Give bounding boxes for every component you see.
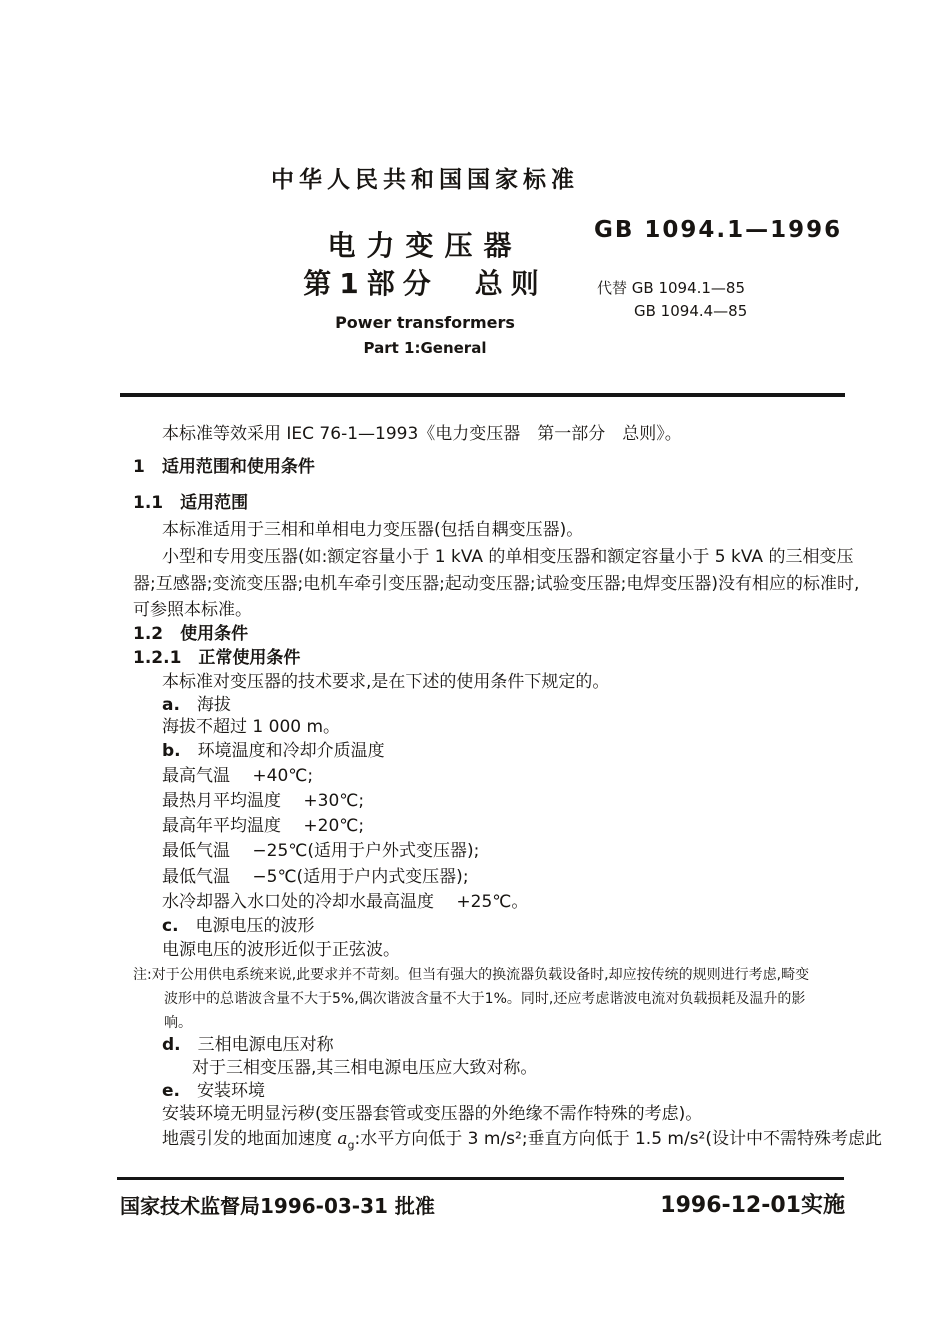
note-line-1: 注:对于公用供电系统来说,此要求并不苛刻。但当有强大的换流器负载设备时,却应按传统的规则进行考虑,畸变	[133, 967, 810, 983]
paragraph-altitude: 海拔不超过 1 000 m。	[162, 717, 341, 737]
standard-number: GB 1094.1—1996	[594, 217, 843, 243]
list-label: 三相电源电压对称	[180, 1035, 334, 1055]
list-letter: b.	[162, 741, 181, 761]
paragraph-scope-2-line3: 可参照本标准。	[133, 600, 252, 620]
paragraph-scope-2-line1: 小型和专用变压器(如:额定容量小于 1 kVA 的单相变压器和额定容量小于 5 kVA 的三相变压	[162, 547, 854, 567]
paragraph-scope-2-line2: 器;互感器;变流变压器;电机车牵引变压器;起动变压器;试验变压器;电焊变压器)没有相应的标准时,	[133, 574, 860, 594]
temp-line-annual-mean: 最高年平均温度 +20℃;	[162, 816, 365, 836]
paragraph-environment: 安装环境无明显污秽(变压器套管或变压器的外绝缘不需作特殊的考虑)。	[162, 1104, 703, 1124]
section-1-heading: 1 适用范围和使用条件	[133, 457, 315, 477]
standard-category-title: 中华人民共和国国家标准	[271, 167, 579, 193]
paragraph-scope-1: 本标准适用于三相和单相电力变压器(包括自耦变压器)。	[162, 520, 584, 540]
list-label: 安装环境	[180, 1081, 265, 1101]
seismic-text-prefix: 地震引发的地面加速度	[162, 1129, 338, 1149]
list-item-d	[162, 1035, 334, 1056]
temp-line-cooling-water: 水冷却器入水口处的冷却水最高温度 +25℃。	[162, 892, 529, 912]
list-label: 环境温度和冷却介质温度	[180, 741, 385, 761]
note-line-2: 波形中的总谐波含量不大于5%,偶次谐波含量不大于1%。同时,还应考虑谐波电流对负载损耗及温升的影	[164, 991, 806, 1007]
temp-line-min-indoor: 最低气温 −5℃(适用于户内式变压器);	[162, 867, 469, 887]
section-1-2-heading: 1.2 使用条件	[133, 624, 249, 644]
temp-line-max-air: 最高气温 +40℃;	[162, 766, 314, 786]
paragraph-symmetry: 对于三相变压器,其三相电源电压应大致对称。	[192, 1058, 538, 1078]
list-letter: e.	[162, 1081, 180, 1101]
implementation-date: 1996-12-01实施	[660, 1193, 845, 1218]
list-item-b	[162, 741, 385, 762]
list-letter: a.	[162, 695, 180, 715]
replaces-standard-2: GB 1094.4—85	[634, 302, 748, 320]
doc-subtitle-en: Part 1:General	[363, 339, 487, 357]
note-line-3: 响。	[164, 1015, 192, 1031]
intro-paragraph: 本标准等效采用 IEC 76-1—1993《电力变压器 第一部分 总则》。	[162, 424, 682, 444]
doc-subtitle-cn: 第1部分 总则	[303, 267, 547, 300]
paragraph-seismic	[162, 1129, 882, 1150]
list-item-a	[162, 695, 231, 716]
paragraph-conditions: 本标准对变压器的技术要求,是在下述的使用条件下规定的。	[162, 672, 610, 692]
list-item-c	[162, 916, 315, 937]
section-1-1-heading: 1.1 适用范围	[133, 493, 249, 513]
section-1-2-1-heading: 1.2.1 正常使用条件	[133, 648, 301, 668]
temp-line-min-outdoor: 最低气温 −25℃(适用于户外式变压器);	[162, 841, 480, 861]
seismic-text-rest: :水平方向低于 3 m/s²;垂直方向低于 1.5 m/s²(设计中不需特殊考虑此	[354, 1129, 883, 1149]
doc-title-en: Power transformers	[335, 313, 515, 332]
approval-authority-date: 国家技术监督局1996-03-31 批准	[120, 1194, 435, 1218]
doc-title-cn: 电力变压器	[327, 229, 523, 262]
list-letter: d.	[162, 1035, 181, 1055]
paragraph-waveform: 电源电压的波形近似于正弦波。	[162, 940, 400, 960]
footer-divider	[117, 1177, 844, 1180]
list-item-e	[162, 1081, 265, 1102]
seismic-variable: a	[337, 1129, 348, 1149]
temp-line-hottest-month: 最热月平均温度 +30℃;	[162, 791, 365, 811]
header-divider	[120, 393, 845, 397]
list-label: 电源电压的波形	[178, 916, 315, 936]
seismic-subscript: g	[347, 1138, 355, 1152]
list-letter: c.	[162, 916, 179, 936]
list-label: 海拔	[179, 695, 231, 715]
replaces-standard-1: 代替 GB 1094.1—85	[597, 279, 746, 297]
